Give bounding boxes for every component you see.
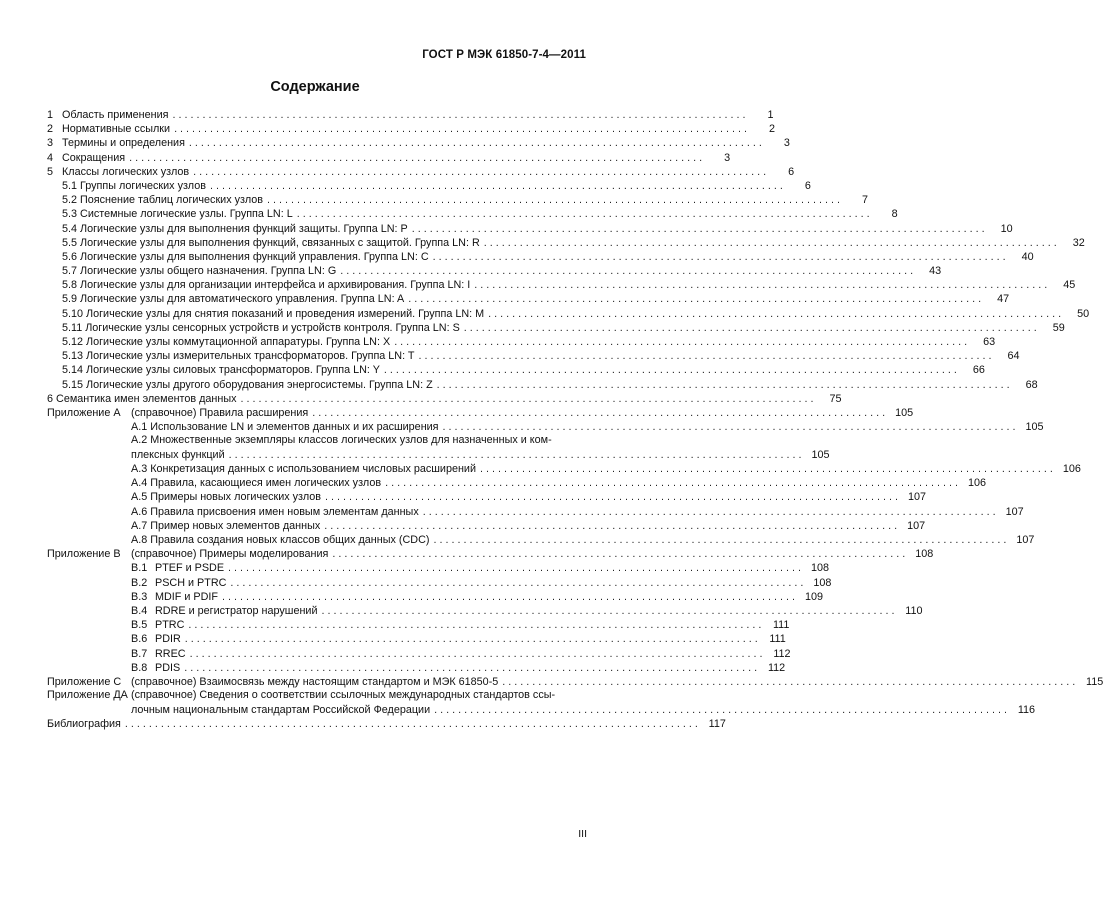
toc-entry-page: 47 [997,293,1010,306]
toc-entry-page: 108 [813,576,832,589]
dot-leader [129,151,702,165]
toc-entry-subsection[interactable] [47,264,942,278]
toc-entry-number: 5.2 [62,194,78,207]
toc-entry-title: Область применения [62,109,169,121]
dot-leader [184,661,757,675]
dot-leader [185,632,758,646]
dot-leader [434,703,1007,717]
toc-entry-title: Классы логических узлов [62,165,190,178]
toc-entry-number: 2 [47,123,54,136]
toc-entry-appendix-item[interactable] [47,661,786,675]
toc-entry-number: 5.11 [62,321,83,334]
toc-entry-number: В.3 [131,590,148,603]
toc-entry-number: В.5 [131,619,148,632]
dot-leader [322,604,895,618]
toc-entry-title-line1: (справочное) Сведения о соответствии ссылочных международных стандартов ссы- [131,689,556,702]
toc-entry-subsection[interactable] [47,307,1090,321]
toc-entry-page: 3 [783,137,790,150]
toc-entry-page: 43 [929,265,942,278]
toc-entry-title: Правила, касающиеся имен логических узлов [150,477,382,490]
toc-entry-subsection[interactable] [47,349,1020,363]
toc-entry-title: Логические узлы общего назначения. Группа LN: G [80,265,337,278]
toc-entry-page: 108 [915,548,934,561]
toc-entry-page: 1 [767,109,774,121]
toc-entry-page: 107 [1005,505,1024,518]
toc-entry-title: Логические узлы для выполнения функций, связанных с защитой. Группа LN: R [80,236,480,249]
dot-leader [190,647,763,661]
dot-leader [173,108,746,122]
toc-entry-page: 108 [810,562,829,575]
dot-leader [480,462,1053,476]
toc-entry-title: PSCH и PTRC [155,576,227,589]
dot-leader [408,292,981,306]
toc-entry-appendix-item-cont[interactable] [47,448,830,462]
toc-entry-title: PDIS [155,661,181,674]
toc-entry-section[interactable] [47,108,774,122]
toc-entry-page: 105 [811,448,830,461]
dot-leader [443,420,1016,434]
toc-entry-subsection[interactable] [47,236,1085,250]
toc-entry-title: PDIR [155,633,181,646]
toc-entry-number: A.5 [131,491,148,504]
toc-entry-number: 5.4 [62,222,78,235]
toc-entry-subsection[interactable] [47,292,1010,306]
toc-entry-number: 1 [47,109,54,121]
toc-entry-appendix-item[interactable] [47,420,1044,434]
toc-entry-subsection[interactable] [47,193,868,207]
toc-entry-number: 5.6 [62,250,78,263]
toc-entry-page: 111 [772,619,790,632]
toc-entry-appendix-item[interactable] [47,476,987,490]
toc-entry-appendix-item[interactable] [47,533,1035,547]
toc-entry-page: 75 [829,392,842,405]
toc-entry-subsection[interactable] [47,335,996,349]
toc-entry-number: 5.9 [62,293,78,306]
toc-entry-title-line1: Множественные экземпляры классов логических узлов для назначенных и ком- [150,434,552,447]
dot-leader [332,547,905,561]
toc-entry-page: 117 [708,717,726,730]
toc-entry-subsection[interactable] [47,207,898,221]
dot-leader [464,321,1037,335]
dot-leader [433,250,1006,264]
toc-entry-appendix-item[interactable] [47,632,786,646]
toc-entry-bibliography[interactable] [47,717,726,731]
toc-entry-title: (справочное) Взаимосвязь между настоящим стандартом и МЭК 61850-5 [131,675,499,688]
toc-entry-number: A.6 [131,505,148,518]
toc-entry-page: 45 [1063,279,1076,292]
appendix-label: Приложение А [47,406,121,419]
page-number: III [578,828,587,840]
toc-title: Содержание [270,79,360,95]
toc-entry-page: 115 [1086,675,1103,688]
toc-entry-page: 6 [804,179,811,192]
toc-entry-title: PTRC [155,619,185,632]
dot-leader [230,576,803,590]
toc-entry-number: 5.7 [62,265,78,278]
toc-entry-number: 6 [47,392,54,405]
dot-leader [384,363,957,377]
toc-entry-page: 107 [1016,534,1035,547]
dot-leader [502,675,1075,689]
toc-entry-page: 59 [1052,321,1065,334]
appendix-label: Приложение В [47,548,121,561]
toc-entry-page: 111 [769,633,786,646]
toc-entry-number: 5.14 [62,364,84,377]
toc-entry-subsection[interactable] [47,278,1076,292]
toc-entry-subsection[interactable] [47,363,985,377]
dot-leader [125,717,698,731]
toc-entry-title: Библиография [47,717,121,730]
dot-leader [385,476,958,490]
toc-entry-title: Правила создания новых классов общих данных (CDC) [150,534,430,547]
toc-entry-number: A.2 [131,434,148,447]
toc-entry-appendix-item[interactable] [47,590,823,604]
toc-entry-page: 32 [1072,236,1085,249]
toc-entry-title: Группы логических узлов [80,179,206,192]
toc-entry-appendix-c[interactable] [47,675,1103,689]
toc-entry-page: 40 [1021,250,1034,263]
dot-leader [210,179,783,193]
toc-entry-title-line2: лочным национальным стандартам Российской Федерации [131,703,431,716]
toc-entry-page: 66 [972,364,985,377]
toc-entry-title: Логические узлы коммутационной аппаратуры. Группа LN: X [86,336,391,348]
toc-entry-number: 3 [47,137,54,150]
toc-entry-page: 109 [804,590,823,603]
toc-entry-page: 63 [983,336,996,348]
toc-entry-page: 105 [895,406,914,419]
dot-leader [193,165,766,179]
toc-entry-title: Системные логические узлы. Группа LN: L [80,208,293,221]
dot-leader [484,236,1057,250]
appendix-label: Приложение С [47,675,122,688]
toc-entry-page: 107 [907,519,926,532]
toc-entry-number: В.6 [131,633,148,646]
toc-entry-number: 5.13 [62,350,84,363]
toc-entry-appendix-item[interactable] [47,434,583,448]
toc-entry-title: Логические узлы для организации интерфейса и архивирования. Группа LN: I [80,279,471,292]
toc-entry-title: Логические узлы для выполнения функций управления. Группа LN: C [80,250,429,263]
toc-entry-number: В.4 [131,604,148,617]
toc-entry-subsection[interactable] [47,250,1034,264]
toc-entry-title: PTEF и PSDE [155,562,225,575]
toc-entry-page: 10 [1000,222,1013,235]
toc-entry-page: 3 [724,151,731,164]
dot-leader [222,590,795,604]
toc-entry-title: Логические узлы сенсорных устройств и устройств контроля. Группа LN: S [85,321,460,334]
toc-entry-appendix-item[interactable] [47,576,832,590]
toc-entry-number: 4 [47,151,54,164]
dot-leader [437,378,1010,392]
toc-entry-number: 5.5 [62,236,78,249]
dot-leader [312,406,885,420]
toc-entry-page: 7 [861,194,868,207]
toc-entry-number: 5.1 [62,179,78,192]
toc-entry-number: В.7 [131,647,148,660]
toc-entry-title: Примеры новых логических узлов [150,491,322,504]
toc-entry-title: Семантика имен элементов данных [56,392,237,405]
dot-leader [229,448,802,462]
toc-entry-page: 116 [1017,703,1036,716]
toc-entry-appendix-b[interactable] [47,547,934,561]
toc-entry-title: Логические узлы для снятия показаний и проведения измерений. Группа LN: M [86,307,485,320]
toc-entry-title: RDRE и регистратор нарушений [155,604,318,617]
dot-leader [241,392,814,406]
dot-leader [189,136,762,150]
toc-entry-page: 68 [1025,378,1038,391]
toc-entry-title-line2: плексных функций [131,448,225,461]
toc-entry-page: 106 [968,477,987,490]
toc-entry-page: 64 [1007,350,1020,363]
dot-leader [188,618,761,632]
toc-entry-title: MDIF и PDIF [155,590,219,603]
toc-entry-title: Использование LN и элементов данных и их расширения [150,421,439,434]
toc-entry-title: RREC [155,647,186,660]
toc-entry-appendix-item[interactable] [47,647,791,661]
dot-leader [325,490,898,504]
dot-leader [228,561,801,575]
dot-leader [267,193,840,207]
toc-entry-title: Конкретизация данных с использованием числовых расширений [150,463,476,476]
dot-leader [174,122,747,136]
dot-leader [340,264,913,278]
dot-leader [412,222,985,236]
toc-entry-section[interactable] [47,136,790,150]
toc-entry-number: 5.3 [62,208,78,221]
toc-entry-number: 5.12 [62,336,84,348]
toc-entry-number: В.1 [131,562,148,575]
toc-entry-title: (справочное) Примеры моделирования [131,548,329,561]
toc-entry-page: 106 [1062,463,1081,476]
toc-entry-title: Логические узлы для автоматического управления. Группа LN: A [80,293,405,306]
toc-entry-number: 5.15 [62,378,84,391]
dot-leader [433,533,1006,547]
toc-entry-subsection[interactable] [47,179,811,193]
toc-entry-appendix-item[interactable] [47,519,926,533]
toc-entry-section-6[interactable] [47,392,842,406]
toc-entry-appendix-item[interactable] [47,462,1081,476]
toc-entry-page: 105 [1025,421,1044,434]
toc-entry-appendix-item[interactable] [47,490,926,504]
toc-entry-number: A.7 [131,519,148,532]
toc-entry-title: Термины и определения [62,137,185,150]
toc-entry-appendix-da[interactable] [47,689,583,703]
dot-leader [423,505,996,519]
toc-entry-page: 8 [891,208,898,221]
toc-entry-appendix-item[interactable] [47,604,923,618]
toc-entry-number: A.4 [131,477,148,490]
toc-entry-number: 5.8 [62,279,78,292]
toc-entry-subsection[interactable] [47,321,1065,335]
toc-entry-page: 2 [769,123,776,136]
toc-entry-page: 112 [773,647,791,660]
dot-leader [419,349,992,363]
toc-entry-title: Сокращения [62,151,126,164]
toc-entry-title: Пояснение таблиц логических узлов [80,194,263,207]
toc-entry-page: 107 [907,491,926,504]
toc-entry-number: 5.10 [62,307,84,320]
toc-entry-number: 5 [47,165,54,178]
toc-entry-appendix-item[interactable] [47,618,790,632]
toc-entry-title: Логические узлы для выполнения функций защиты. Группа LN: P [80,222,408,235]
toc-entry-page: 6 [788,165,795,178]
toc-entry-title: Логические узлы измерительных трансформаторов. Группа LN: T [86,350,415,363]
toc-entry-section[interactable] [47,151,731,165]
toc-entry-title: Правила присвоения имен новым элементам данных [150,505,419,518]
toc-entry-title: Пример новых элементов данных [150,519,321,532]
table-of-contents [47,108,1103,731]
toc-entry-title: Логические узлы силовых трансформаторов. Группа LN: Y [86,364,380,377]
toc-entry-title: Нормативные ссылки [62,123,171,136]
toc-entry-appendix-item[interactable] [47,505,1024,519]
toc-entry-number: A.1 [131,421,148,434]
toc-entry-section[interactable] [47,165,795,179]
dot-leader [324,519,897,533]
toc-entry-subsection[interactable] [47,378,1038,392]
toc-entry-number: A.3 [131,463,148,476]
toc-entry-subsection[interactable] [47,222,1013,236]
toc-entry-appendix-a[interactable] [47,406,914,420]
toc-entry-title: (справочное) Правила расширения [131,406,309,419]
appendix-label: Приложение ДА [47,689,128,702]
toc-entry-title: Логические узлы другого оборудования энергосистемы. Группа LN: Z [86,378,433,391]
toc-entry-number: A.8 [131,534,148,547]
toc-entry-appendix-item[interactable] [47,561,829,575]
dot-leader [297,207,870,221]
dot-leader [394,335,967,349]
dot-leader [474,278,1047,292]
toc-entry-section[interactable] [47,122,776,136]
toc-entry-appendix-da-cont[interactable] [47,703,1036,717]
standard-code: ГОСТ Р МЭК 61850-7-4—2011 [422,49,586,61]
toc-entry-page: 50 [1077,307,1090,320]
toc-entry-page: 112 [767,661,786,674]
toc-entry-number: В.8 [131,661,148,674]
toc-entry-number: В.2 [131,576,148,589]
toc-entry-page: 110 [905,604,923,617]
dot-leader [488,307,1061,321]
